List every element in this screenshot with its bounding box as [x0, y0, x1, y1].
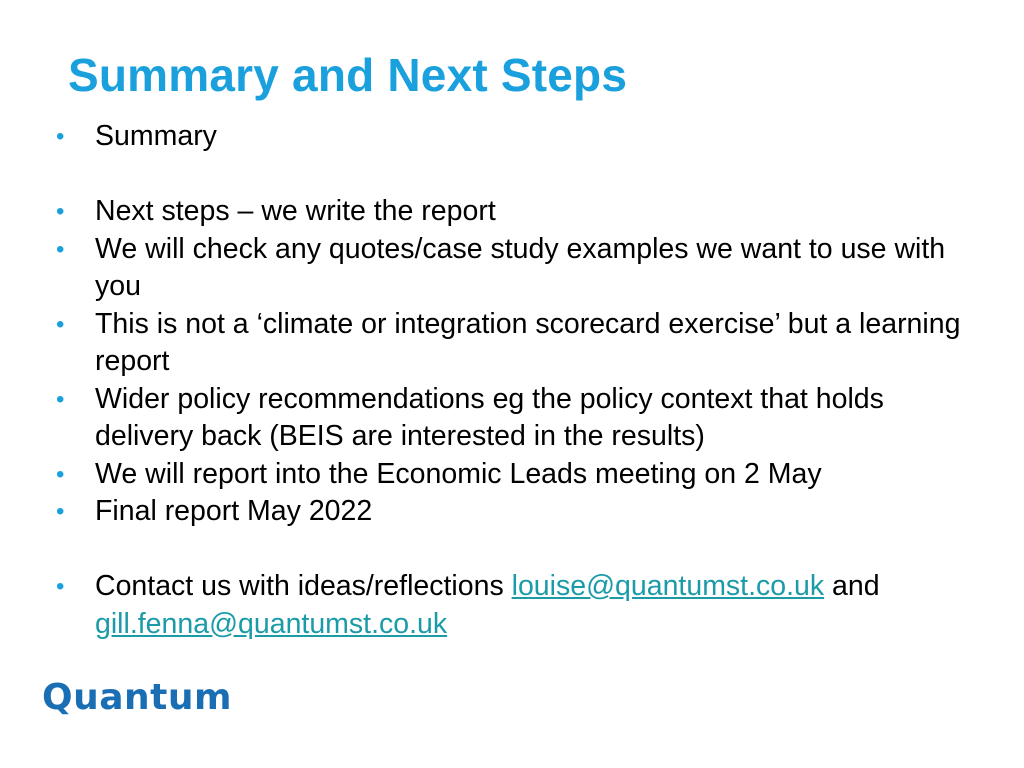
bullet-dot-icon: • [56, 498, 65, 525]
bullet-text: We will check any quotes/case study examples we want to use with you [95, 232, 946, 302]
bullet-text: Next steps – we write the report [95, 195, 496, 227]
contact-prefix: Contact us with ideas/reflections [95, 570, 512, 602]
bullet-dot-icon: • [56, 198, 65, 225]
bullet-text: We will report into the Economic Leads meeting on 2 May [95, 457, 822, 490]
slide-title: Summary and Next Steps [68, 49, 628, 101]
bullet-summary [56, 118, 976, 156]
bullet-dot-icon: • [56, 385, 65, 413]
bullet-check-quotes [56, 231, 976, 306]
quantum-logo [42, 676, 242, 720]
bullet-economic-leads [56, 456, 976, 494]
bullet-dot-icon: • [56, 123, 65, 150]
bullet-contact [56, 568, 976, 643]
bullet-dot-icon: • [56, 235, 65, 263]
bullet-dot-icon: • [56, 310, 65, 338]
bullet-text: Final report May 2022 [95, 495, 373, 527]
bullet-next-steps [56, 193, 976, 231]
bullet-text: Wider policy recommendations eg the policy context that holds delivery back (BEIS are interested in the results) [95, 382, 884, 452]
bullet-final-report [56, 493, 976, 531]
bullet-text: Summary [95, 120, 217, 152]
email-link-louise[interactable]: louise@quantumst.co.uk [511, 570, 825, 602]
contact-joiner: and [824, 570, 880, 602]
bullet-dot-icon: • [56, 460, 65, 488]
bullet-dot-icon: • [56, 573, 65, 600]
quantum-logo-text: Quantum [42, 677, 233, 718]
bullet-text: This is not a ‘climate or integration scorecard exercise’ but a learning report [95, 307, 961, 377]
email-link-gill[interactable]: gill.fenna@quantumst.co.uk [95, 607, 448, 640]
bullet-list [56, 118, 976, 643]
bullet-learning-report [56, 306, 976, 381]
bullet-policy-recommendations [56, 381, 976, 456]
